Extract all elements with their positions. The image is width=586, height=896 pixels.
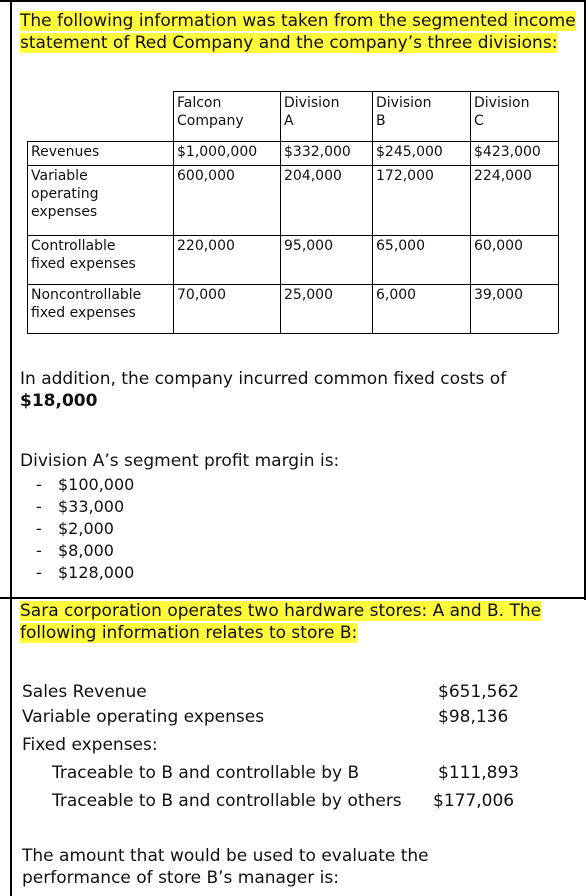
answer-option[interactable]: - $100,000	[36, 475, 135, 494]
variable-expenses-value: $98,136	[438, 707, 509, 727]
answer-option[interactable]: - $8,000	[36, 541, 114, 560]
table-value-cell: 65,000	[376, 238, 425, 254]
table-value-cell: 224,000	[474, 168, 532, 184]
table-value-cell: 172,000	[376, 168, 434, 184]
table-gridline	[27, 235, 558, 236]
table-gridline	[558, 91, 559, 333]
table-value-cell: 6,000	[376, 287, 417, 303]
table-gridline	[27, 333, 558, 334]
table-value-cell: 25,000	[284, 287, 333, 303]
table-value-cell: 70,000	[177, 287, 226, 303]
table-gridline	[372, 91, 373, 333]
traceable-controllable-b-value: $111,893	[438, 763, 520, 783]
sales-revenue-label: Sales Revenue	[22, 682, 147, 702]
answer-options-list	[36, 474, 135, 584]
table-value-cell: $332,000	[284, 144, 351, 160]
traceable-controllable-others-label: Traceable to B and controllable by others	[52, 791, 402, 811]
sales-revenue-value: $651,562	[438, 682, 520, 702]
table-value-cell: 39,000	[474, 287, 523, 303]
answer-option[interactable]: - $128,000	[36, 563, 135, 582]
question-1-intro: The following information was taken from the segmented income statement of Red Company and the company’s three divisions:	[20, 11, 576, 53]
frame-divider	[0, 597, 586, 599]
table-value-cell: $1,000,000	[177, 144, 258, 160]
fixed-expenses-label: Fixed expenses:	[22, 735, 158, 755]
table-header-cell: Division B	[376, 95, 432, 129]
frame-top-border	[0, 0, 586, 2]
table-row-label: Noncontrollable fixed expenses	[31, 287, 142, 321]
common-costs-text: In addition, the company incurred common fixed costs of $18,000	[20, 369, 507, 411]
question-1-prompt: Division A’s segment profit margin is:	[20, 451, 340, 471]
table-row-label: Controllable fixed expenses	[31, 238, 136, 272]
table-gridline	[173, 91, 558, 92]
table-value-cell: 60,000	[474, 238, 523, 254]
question-2-intro: Sara corporation operates two hardware stores: A and B. The following information relates to store B:	[20, 601, 542, 643]
answer-option[interactable]: - $2,000	[36, 519, 114, 538]
table-row-label: Revenues	[31, 144, 100, 160]
table-value-cell: 600,000	[177, 168, 235, 184]
table-header-cell: Falcon Company	[177, 95, 244, 129]
answer-option[interactable]: - $33,000	[36, 497, 125, 516]
traceable-controllable-b-label: Traceable to B and controllable by B	[52, 763, 360, 783]
table-gridline	[173, 91, 174, 333]
common-costs-value: $18,000	[20, 391, 98, 411]
table-gridline	[27, 165, 558, 166]
table-gridline	[27, 141, 558, 142]
frame-left-border	[10, 0, 12, 896]
table-gridline	[27, 284, 558, 285]
table-value-cell: 95,000	[284, 238, 333, 254]
table-value-cell: $423,000	[474, 144, 541, 160]
table-gridline	[27, 141, 28, 333]
table-header-cell: Division C	[474, 95, 530, 129]
traceable-controllable-others-value: $177,006	[433, 791, 515, 811]
table-header-cell: Division A	[284, 95, 340, 129]
table-row-label: Variable operating expenses	[31, 168, 99, 220]
segment-income-table	[27, 91, 558, 333]
table-value-cell: 204,000	[284, 168, 342, 184]
question-2-prompt: The amount that would be used to evaluate the performance of store B’s manager is:	[22, 846, 429, 888]
variable-expenses-label: Variable operating expenses	[22, 707, 265, 727]
table-value-cell: 220,000	[177, 238, 235, 254]
table-gridline	[280, 91, 281, 333]
table-value-cell: $245,000	[376, 144, 443, 160]
table-gridline	[470, 91, 471, 333]
